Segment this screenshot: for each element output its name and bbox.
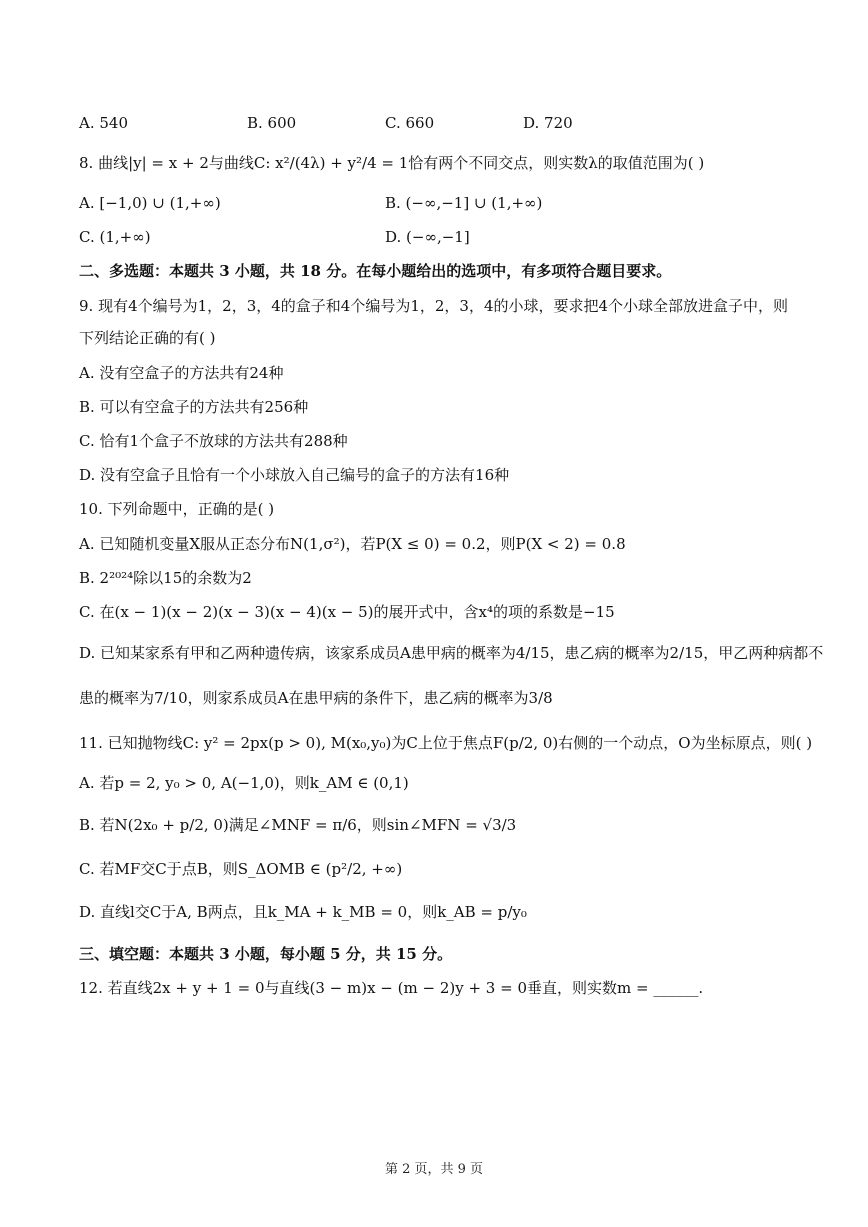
section-3-heading: 三、填空题：本题共 3 小题，每小题 5 分，共 15 分。 — [79, 945, 453, 963]
q7-option-c: C. 660 — [385, 114, 435, 132]
q10-option-d-line2: 患的概率为7/10，则家系成员A在患甲病的条件下，患乙病的概率为3/8 — [79, 689, 553, 707]
q9-option-a: A. 没有空盒子的方法共有24种 — [79, 364, 284, 382]
q9-option-d: D. 没有空盒子且恰有一个小球放入自己编号的盒子的方法有16种 — [79, 466, 510, 484]
q11-stem: 11. 已知抛物线C: y² = 2px(p > 0), M(x₀,y₀)为C上位于焦点F(p/2, 0)右侧的一个动点，O为坐标原点，则( ) — [79, 734, 813, 752]
q7-option-a: A. 540 — [79, 114, 128, 132]
q10-stem: 10. 下列命题中，正确的是( ) — [79, 500, 275, 518]
section-2-heading: 二、多选题：本题共 3 小题，共 18 分。在每小题给出的选项中，有多项符合题目要求。 — [79, 262, 672, 280]
q10-option-a: A. 已知随机变量X服从正态分布N(1,σ²)，若P(X ≤ 0) = 0.2，则P(X < 2) = 0.8 — [79, 535, 626, 553]
q9-option-c: C. 恰有1个盒子不放球的方法共有288种 — [79, 432, 348, 450]
q11-option-a: A. 若p = 2, y₀ > 0, A(−1,0)，则k_AM ∈ (0,1) — [79, 774, 409, 792]
page-footer: 第 2 页，共 9 页 — [384, 1162, 484, 1177]
q11-option-d: D. 直线l交C于A, B两点，且k_MA + k_MB = 0，则k_AB = p/y₀ — [79, 903, 527, 921]
q10-option-d-line1: D. 已知某家系有甲和乙两种遗传病，该家系成员A患甲病的概率为4/15，患乙病的概率为2/15，甲乙两种病都不 — [79, 644, 824, 662]
q11-option-c: C. 若MF交C于点B，则S_ΔOMB ∈ (p²/2, +∞) — [79, 860, 403, 878]
q8-stem: 8. 曲线|y| = x + 2与曲线C: x²/(4λ) + y²/4 = 1恰有两个不同交点，则实数λ的取值范围为( ) — [79, 154, 705, 172]
q7-option-b: B. 600 — [247, 114, 297, 132]
q9-stem-line1: 9. 现有4个编号为1，2，3，4的盒子和4个编号为1，2，3，4的小球，要求把4个小球全部放进盒子中，则 — [79, 297, 789, 315]
q10-option-c: C. 在(x − 1)(x − 2)(x − 3)(x − 4)(x − 5)的展开式中，含x⁴的项的系数是−15 — [79, 603, 615, 621]
q8-option-c: C. (1,+∞) — [79, 228, 151, 246]
q10-option-b: B. 2²⁰²⁴除以15的余数为2 — [79, 569, 252, 587]
q11-option-b: B. 若N(2x₀ + p/2, 0)满足∠MNF = π/6，则sin∠MFN = √3/3 — [79, 816, 517, 834]
q9-stem-line2: 下列结论正确的有( ) — [79, 329, 216, 347]
q8-option-b: B. (−∞,−1] ∪ (1,+∞) — [385, 194, 543, 212]
q12-stem: 12. 若直线2x + y + 1 = 0与直线(3 − m)x − (m − 2)y + 3 = 0垂直，则实数m = ______. — [79, 979, 704, 997]
q7-option-d: D. 720 — [523, 114, 573, 132]
q8-option-a: A. [−1,0) ∪ (1,+∞) — [79, 194, 221, 212]
q9-option-b: B. 可以有空盒子的方法共有256种 — [79, 398, 309, 416]
q8-option-d: D. (−∞,−1] — [385, 228, 470, 246]
